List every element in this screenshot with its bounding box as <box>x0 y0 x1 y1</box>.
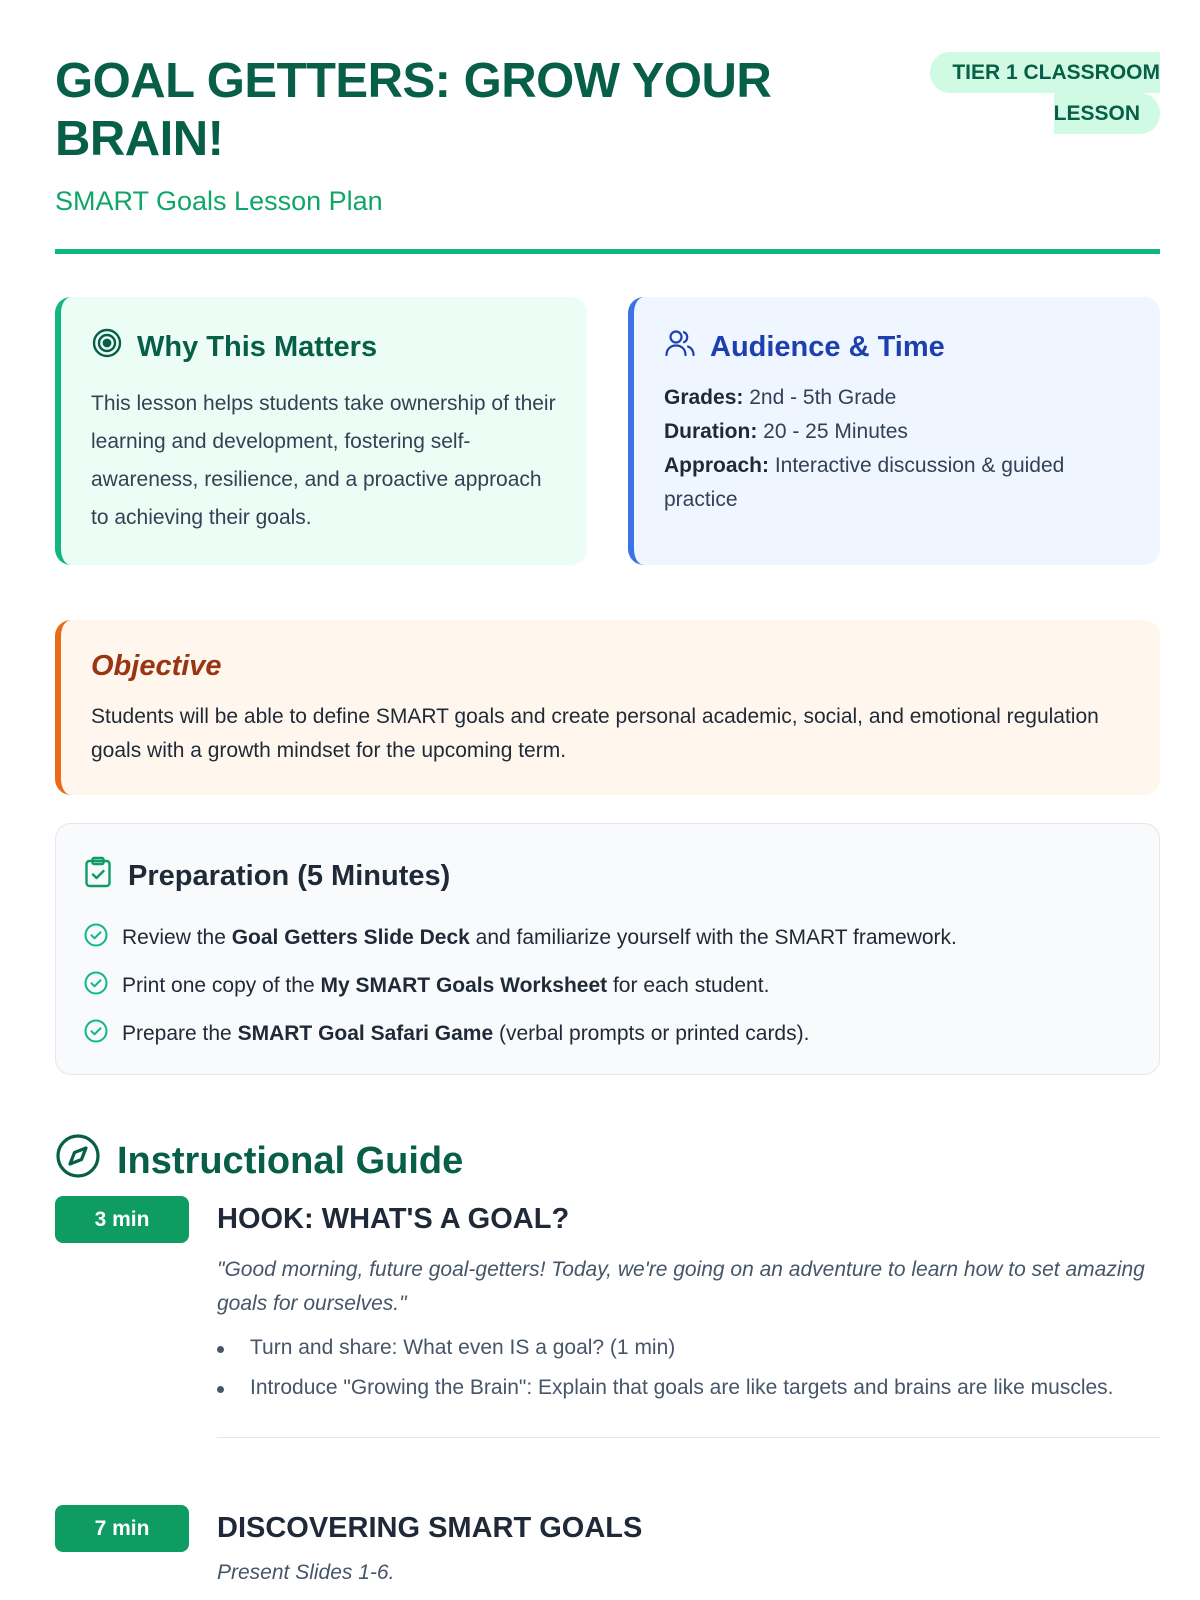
time-badge: 7 min <box>55 1505 189 1552</box>
preparation-heading-row <box>84 856 450 896</box>
lesson-header <box>55 52 1160 252</box>
audience-heading-row <box>664 327 945 367</box>
objective-body: Students will be able to define SMART goals and create personal academic, social, and emotional regulation goals with a growth mindset for the upcoming term. <box>91 705 1099 762</box>
preparation-heading: Preparation (5 Minutes) <box>128 859 451 892</box>
preparation-list <box>84 914 957 1058</box>
step-quote: "Good morning, future goal-getters! Today, we're going on an adventure to learn how to set amazing goals for ourselves." <box>217 1258 1145 1315</box>
prep-item-text: Review the Goal Getters Slide Deck and familiarize yourself with the SMART framework. <box>122 926 957 949</box>
compass-icon <box>55 1133 101 1189</box>
audience-heading: Audience & Time <box>710 330 945 363</box>
prep-item-text: Prepare the SMART Goal Safari Game (verbal prompts or printed cards). <box>122 1022 810 1045</box>
clipboard-check-icon <box>84 856 112 896</box>
instructional-guide-heading: Instructional Guide <box>117 1139 464 1182</box>
list-item <box>84 914 957 962</box>
list-item <box>84 962 957 1010</box>
page-subtitle: SMART Goals Lesson Plan <box>55 186 383 216</box>
step-quote: Present Slides 1-6. <box>217 1561 395 1584</box>
list-item: Turn and share: What even IS a goal? (1 min) <box>217 1331 1160 1365</box>
list-item: Introduce "Growing the Brain": Explain that goals are like targets and brains are like muscles. <box>217 1371 1160 1405</box>
tier-badge <box>930 52 1160 134</box>
why-heading-row <box>91 327 377 367</box>
step-bullets <box>217 1331 1160 1405</box>
time-badge: 3 min <box>55 1196 189 1243</box>
why-body: This lesson helps students take ownership of their learning and development, fostering self-awareness, resilience, and a proactive approach to achieving their goals. <box>91 392 556 529</box>
users-icon <box>664 327 696 367</box>
header-divider <box>55 249 1160 254</box>
list-item <box>84 1010 957 1058</box>
why-heading: Why This Matters <box>137 330 378 363</box>
check-circle-icon <box>84 971 108 1001</box>
step-title: DISCOVERING SMART GOALS <box>217 1512 643 1544</box>
objective-heading: Objective <box>91 650 222 682</box>
why-this-matters-card <box>55 297 587 565</box>
approach-row: Approach: Interactive discussion & guided practice <box>664 454 1065 511</box>
step-title: HOOK: WHAT'S A GOAL? <box>217 1203 570 1235</box>
duration-row: Duration: 20 - 25 Minutes <box>664 420 908 443</box>
target-icon <box>91 327 123 367</box>
audience-details <box>664 381 1134 517</box>
tier-badge-line2: LESSON <box>1054 93 1160 134</box>
audience-time-card <box>628 297 1160 565</box>
check-circle-icon <box>84 923 108 953</box>
page-title: GOAL GETTERS: GROW YOUR BRAIN! <box>55 54 772 166</box>
step-content <box>217 1505 1160 1590</box>
grades-row: Grades: 2nd - 5th Grade <box>664 386 897 409</box>
tier-badge-line1: TIER 1 CLASSROOM <box>930 52 1160 93</box>
instructional-guide-heading-row <box>55 1133 463 1189</box>
step-content <box>217 1196 1160 1438</box>
preparation-card <box>55 823 1160 1075</box>
step-divider <box>217 1437 1160 1438</box>
check-circle-icon <box>84 1019 108 1049</box>
prep-item-text: Print one copy of the My SMART Goals Worksheet for each student. <box>122 974 770 997</box>
objective-card <box>55 620 1160 795</box>
